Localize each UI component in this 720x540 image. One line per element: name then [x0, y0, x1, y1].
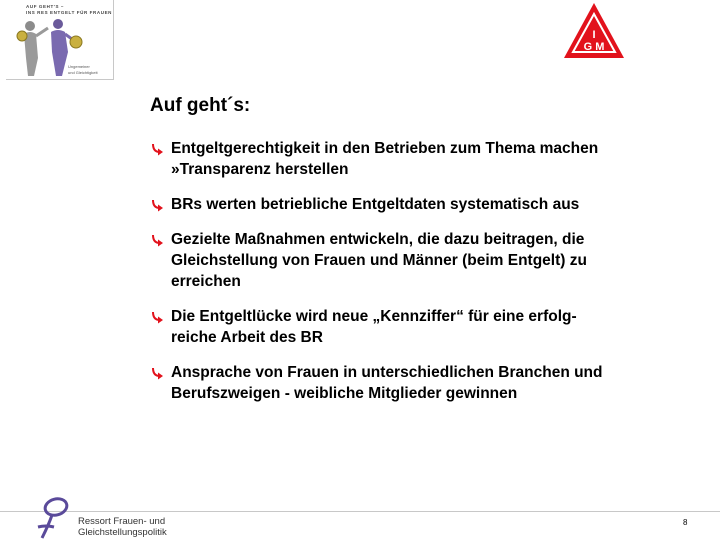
slide-title: Auf geht´s: [150, 95, 251, 116]
bullet-text: Gleichstellung von Frauen und Männer (beim Entgelt) zu [171, 252, 587, 269]
bullet-text: »Transparenz herstellen [171, 161, 349, 178]
bullet-item [148, 362, 688, 404]
footer-divider [0, 511, 720, 512]
venus-symbol-icon [30, 494, 74, 540]
campaign-logo [6, 0, 114, 80]
curved-arrow-icon [150, 142, 164, 156]
footer-department-line: Gleichstellungspolitik [78, 527, 167, 538]
bullet-text: BRs werten betriebliche Entgeltdaten systematisch aus [171, 196, 580, 213]
curved-arrow-icon [150, 310, 164, 324]
bullet-item [148, 306, 688, 348]
page-number: 8 [683, 518, 688, 527]
campaign-logo-caption-2: und Gleichtigkeit [68, 70, 98, 75]
bullet-text: Entgeltgerechtigkeit in den Betrieben zum Thema machen [171, 140, 599, 157]
ig-metall-logo-icon [560, 0, 628, 68]
bullet-text: Gezielte Maßnahmen entwickeln, die dazu beitragen, die [171, 231, 585, 248]
bullet-item [148, 194, 688, 215]
curved-arrow-icon [150, 198, 164, 212]
campaign-logo-line-2: INS RES ENTGELT FÜR FRAUEN [26, 10, 113, 15]
curved-arrow-icon [150, 233, 164, 247]
bullet-text: erreichen [171, 273, 241, 290]
bullet-text: reiche Arbeit des BR [171, 329, 323, 346]
bullet-item [148, 229, 688, 292]
campaign-logo-line-1: AUF GEHT'S – [26, 4, 65, 9]
svg-text:I: I [592, 29, 596, 41]
footer-department [78, 516, 167, 538]
footer-department-line: Ressort Frauen- und [78, 516, 166, 527]
campaign-logo-caption-1: Ungemeiner [68, 64, 90, 69]
bullet-text: Ansprache von Frauen in unterschiedlichen Branchen und [171, 364, 603, 381]
bullet-list [148, 138, 688, 418]
svg-text:G M: G M [583, 41, 605, 53]
bullet-text: Die Entgeltlücke wird neue „Kennziffer“ für eine erfolg- [171, 308, 577, 325]
bullet-text: Berufszweigen - weibliche Mitglieder gewinnen [171, 385, 518, 402]
curved-arrow-icon [150, 366, 164, 380]
bullet-item [148, 138, 688, 180]
